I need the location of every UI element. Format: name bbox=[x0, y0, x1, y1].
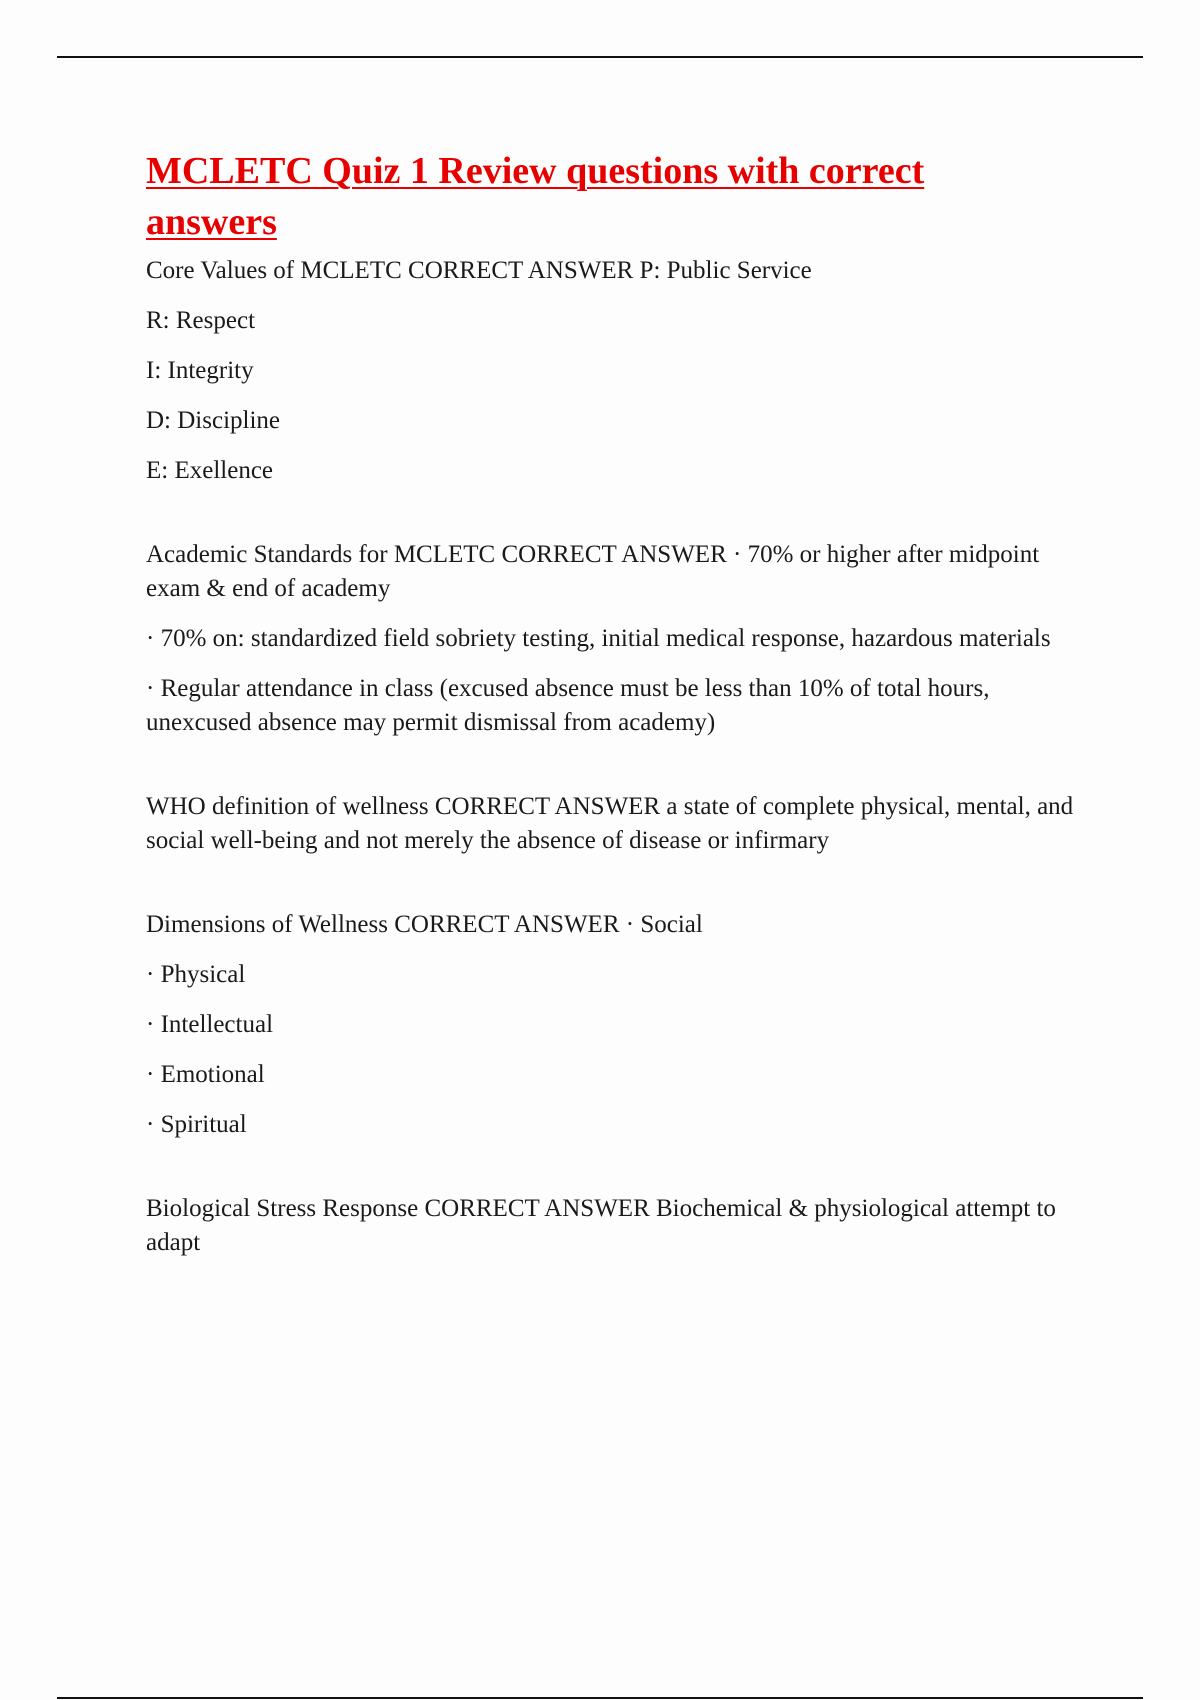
qa-first-line bbox=[146, 908, 1076, 942]
answer-line: E: Exellence bbox=[146, 457, 274, 484]
answer-text: · 70% or higher after midpoint exam & end of academy bbox=[146, 541, 1040, 602]
document-title: MCLETC Quiz 1 Review questions with correct answers bbox=[146, 150, 925, 243]
qa-item-core-values bbox=[146, 254, 1076, 488]
question-text: WHO definition of wellness bbox=[146, 793, 429, 820]
question-text: Biological Stress Response bbox=[146, 1195, 419, 1222]
answer-line: · 70% on: standardized field sobriety testing, initial medical response, hazardous materials bbox=[146, 625, 1051, 652]
answer-text: P: Public Service bbox=[639, 257, 812, 284]
answer-line: · Intellectual bbox=[146, 1011, 274, 1038]
bottom-rule bbox=[57, 1697, 1143, 1699]
answer-line: · Spiritual bbox=[146, 1111, 247, 1138]
question-text: Core Values of MCLETC bbox=[146, 257, 402, 284]
answer-marker: CORRECT ANSWER bbox=[408, 257, 634, 284]
qa-item-academic-standards bbox=[146, 538, 1076, 740]
question-text: Academic Standards for MCLETC bbox=[146, 541, 496, 568]
answer-marker: CORRECT ANSWER bbox=[394, 911, 620, 938]
answer-line: D: Discipline bbox=[146, 407, 281, 434]
qa-first-line bbox=[146, 254, 1076, 288]
answer-text: a state of complete physical, mental, and social well-being and not merely the absence of disease or infirmary bbox=[146, 793, 1074, 854]
qa-item-who-definition bbox=[146, 790, 1076, 858]
qa-first-line bbox=[146, 790, 1076, 858]
answer-line: · Emotional bbox=[146, 1061, 265, 1088]
document-content bbox=[146, 146, 1076, 1260]
answer-text: · Social bbox=[625, 911, 703, 938]
qa-item-biological-stress-response bbox=[146, 1192, 1076, 1260]
answer-line: I: Integrity bbox=[146, 357, 254, 384]
answer-line: R: Respect bbox=[146, 307, 256, 334]
answer-line: · Physical bbox=[146, 961, 246, 988]
question-text: Dimensions of Wellness bbox=[146, 911, 388, 938]
qa-first-line bbox=[146, 1192, 1076, 1260]
answer-marker: CORRECT ANSWER bbox=[434, 793, 661, 820]
answer-marker: CORRECT ANSWER bbox=[501, 541, 727, 568]
answer-text: Biochemical & physiological attempt to adapt bbox=[146, 1195, 1056, 1256]
qa-first-line bbox=[146, 538, 1076, 606]
answer-line: · Regular attendance in class (excused absence must be less than 10% of total hours, unexcused absence may permit dismissal from academy) bbox=[146, 675, 990, 736]
top-rule bbox=[57, 56, 1143, 58]
answer-marker: CORRECT ANSWER bbox=[424, 1195, 650, 1222]
qa-item-dimensions-of-wellness bbox=[146, 908, 1076, 1142]
